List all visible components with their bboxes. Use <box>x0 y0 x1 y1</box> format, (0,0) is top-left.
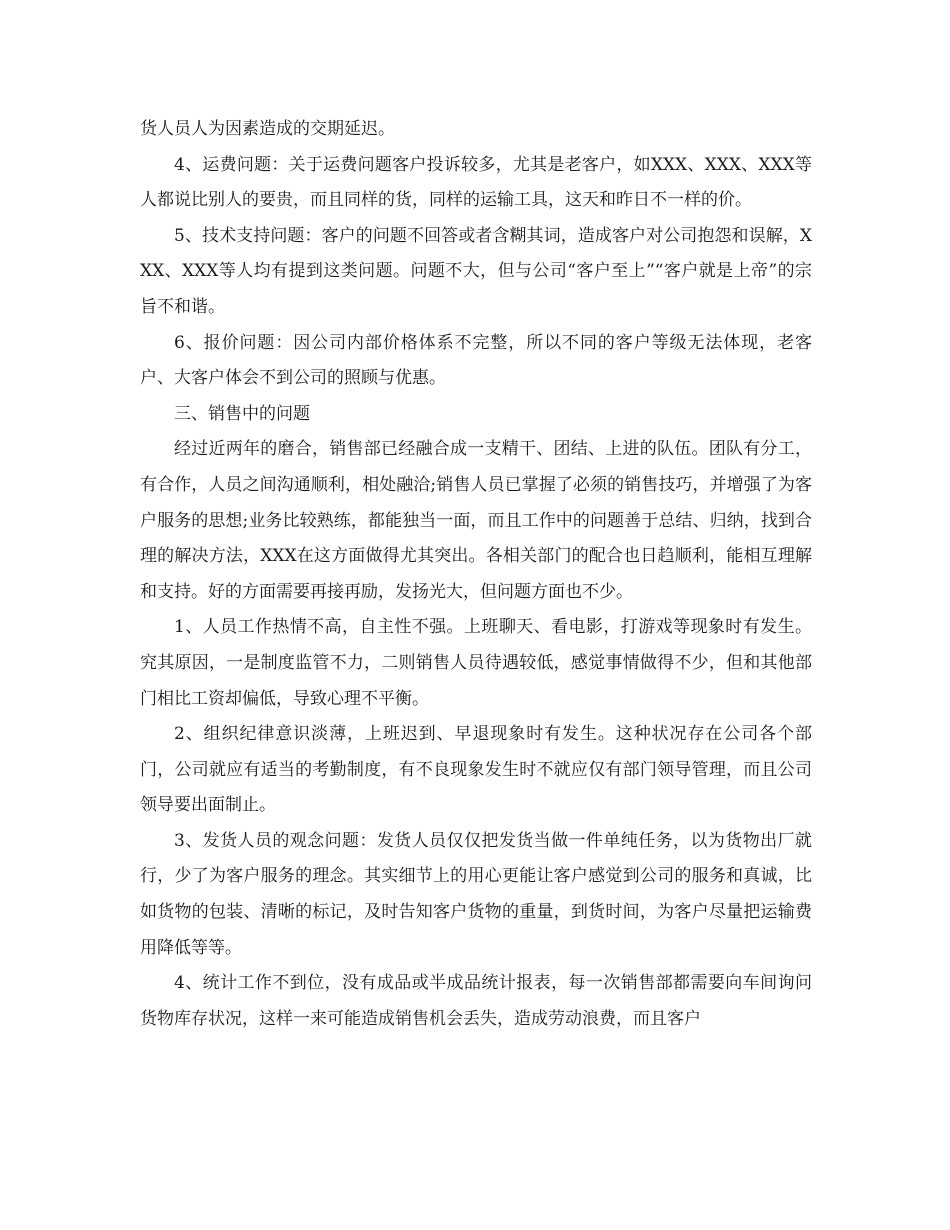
paragraph-continuation: 货人员人为因素造成的交期延迟。 <box>140 119 395 139</box>
paragraph-statistics-work: 4、统计工作不到位，没有成品或半成品统计报表，每一次销售部都需要向车间询问货物库存状况，这样一来可能造成销售机会丢失，造成劳动浪费，而且客户 <box>140 973 812 1029</box>
paragraph-discipline: 2、组织纪律意识淡薄，上班迟到、早退现象时有发生。这种状况存在公司各个部门，公司就应有适当的考勤制度，有不良现象发生时不就应仅有部门领导管理，而且公司领导要出面制止。 <box>140 724 812 816</box>
paragraph-work-enthusiasm: 1、人员工作热情不高，自主性不强。上班聊天、看电影，打游戏等现象时有发生。究其原因，一是制度监管不力，二则销售人员待遇较低，感觉事情做得不少，但和其他部门相比工资却偏低，导致心理不平衡。 <box>140 617 812 709</box>
paragraph-shipping-staff: 3、发货人员的观念问题：发货人员仅仅把发货当做一件单纯任务，以为货物出厂就行，少了为客户服务的理念。其实细节上的用心更能让客户感觉到公司的服务和真诚，比如货物的包装、清晰的标记，及时告知客户货物的重量，到货时间，为客户尽量把运输费用降低等等。 <box>140 830 812 958</box>
paragraph-quotation-issue: 6、报价问题：因公司内部价格体系不完整，所以不同的客户等级无法体现，老客户、大客户体会不到公司的照顾与优惠。 <box>140 332 812 389</box>
paragraph-sales-team-summary: 经过近两年的磨合，销售部已经融合成一支精干、团结、上进的队伍。团队有分工，有合作，人员之间沟通顺利，相处融洽;销售人员已掌握了必须的销售技巧，并增强了为客户服务的思想;业务比较熟练，都能独当一面，而且工作中的问题善于总结、归纳，找到合理的解决方法，XXX在这方面做得尤其突出。各相关部门的配合也日趋顺利，能相互理解和支持。好的方面需要再接再励，发扬光大，但问题方面也不少。 <box>140 439 812 602</box>
paragraph-tech-support-issue: 5、技术支持问题：客户的问题不回答或者含糊其词，造成客户对公司抱怨和误解，XXX、XXX等人均有提到这类问题。问题不大，但与公司“客户至上”“客户就是上帝”的宗旨不和谐。 <box>140 225 812 317</box>
document-body <box>140 112 812 1037</box>
section-heading-sales-issues: 三、销售中的问题 <box>174 403 310 424</box>
paragraph-freight-issue: 4、运费问题：关于运费问题客户投诉较多，尤其是老客户，如XXX、XXX、XXX等人都说比别人的要贵，而且同样的货，同样的运输工具，这天和昨日不一样的价。 <box>140 154 812 211</box>
